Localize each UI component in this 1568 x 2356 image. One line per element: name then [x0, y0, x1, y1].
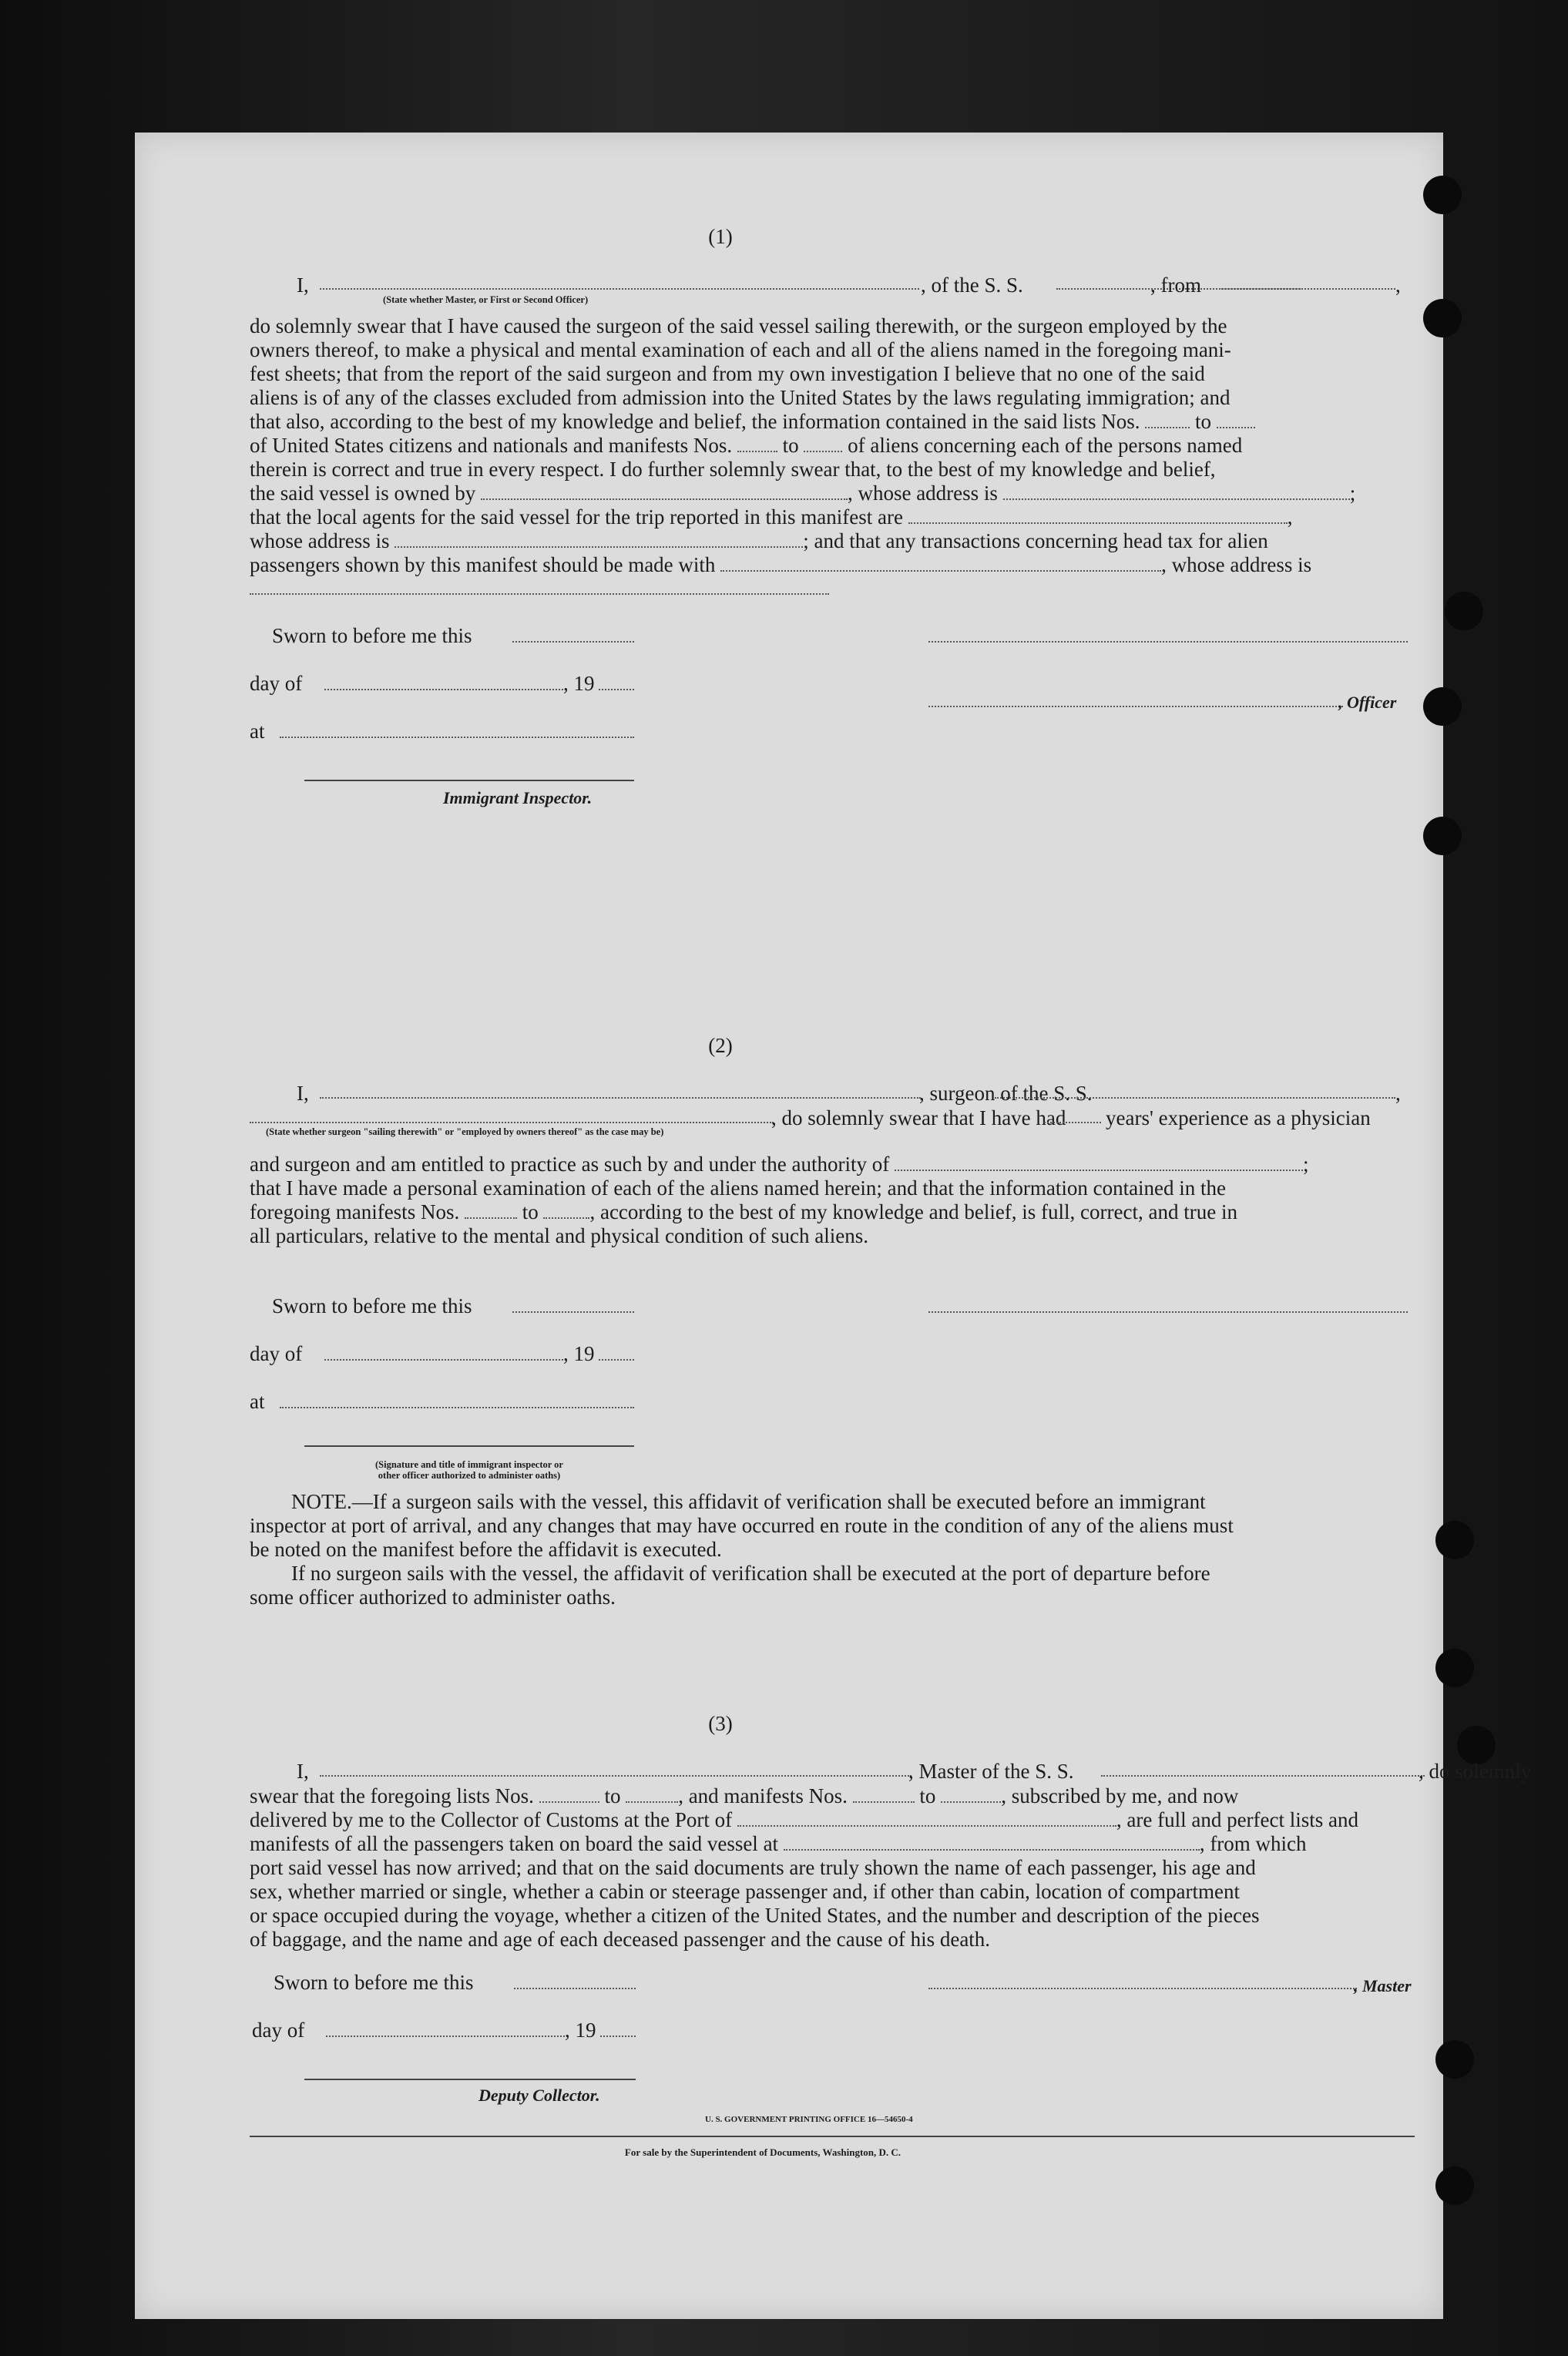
manifest-page: (1) I, (State whether Master, or First or Second Officer) , of the S. S. , from , do solemnly swear that I have caused the surgeon of the said vessel sailing therewith, or the surgeon employed by the owners thereof, to make a physical and mental examination of each and all of the aliens named in the foregoing mani- fest sheets; that from the report of the said surgeon and from my own investigation I believe that no one of the said aliens is of any of the classes excluded from admission into the United States by the laws regulating immigration; and that also, according to the best of my knowledge and belief, the information contained in the said lists Nos. to of United States citizens and nationals and manifests Nos. to of aliens concerning each of the persons named therein is correct and true in every respect. I do further solemnly swear that, to the best of my knowledge and belief, the said vessel is owned by , whose address is ; that the local agents for the said vessel for the trip reported in this manifest are , whose address is ; and that any transactions concerning head tax for alien passengers shown by this manifest should be made with , whose address is Sworn to before me this day of , 19 , Officer at Immigrant Inspector. (2) I, , surgeon of the S. S. , , do solemnly swear that I have had years' experience as a physician (State whether surgeon "sailing therewith" or "employed by owners thereof" as the case may be) and surgeon and am entitled to practice as such by and under the authority of ; that I have made a personal examination of each of the aliens named herein; and that the information contained in the foregoing manifests Nos. to , according to the best of my knowledge and belief, is full, correct, and true in all particulars, relative to the mental and physical condition of such aliens. Sworn to before me this day of , 19 at (Signature and title of immigrant inspector or other officer authorized to administer oaths) NOTE.—If a surgeon sails with the vessel, this affidavit of verification shall be executed before an immigrant inspector at port of arrival, and any changes that may have occurred en route in the condition of any of the aliens must be noted on the manifest before the affidavit is executed. If no surgeon sails with the vessel, the affidavit of verification shall be executed at the port of departure before some officer authorized to administer oaths. (3) I, , Master of the S. S. , do solemnly swear that the foregoing lists Nos. to , and manifests Nos. to , subscribed by me, and now delivered by me to the Collector of Customs at the Port of , are full and perfect lists and manifests of all the passengers taken on board the said vessel at , from which port said vessel has now arrived; and that on the said documents are truly shown the name of each passenger, his age and sex, whether married or single, whether a cabin or steerage passenger and, if other than cabin, location of compartment or space occupied during the voyage, whether a citizen of the United States, and the number and description of the pieces of baggage, and the name and age of each deceased passenger and the cause of his death. Sworn to before me this , Master day of , 19 Deputy Collector. U. S. GOVERNMENT PRINTING OFFICE 16—54650-4 For sale by the Superintendent of Documents, Washington, D. C.: [135, 133, 1443, 2319]
footer-rule: [250, 2136, 1415, 2137]
section-2-number: (2): [708, 1034, 733, 1057]
sworn-label-2: Sworn to before me this: [272, 1294, 472, 1317]
master-lists-from-field[interactable]: [539, 1795, 599, 1803]
deputy-label: Deputy Collector.: [478, 2086, 600, 2105]
sworn-label-1: Sworn to before me this: [272, 624, 472, 647]
manifests-from-field[interactable]: [737, 445, 777, 452]
officer-rank-caption: (State whether Master, or First or Second Officer): [383, 294, 589, 305]
sworn-label-3: Sworn to before me this: [274, 1971, 474, 1994]
punch-hole: [1423, 817, 1462, 855]
inspector-label: Immigrant Inspector.: [443, 788, 593, 807]
sworn-date-field-1[interactable]: [512, 641, 634, 643]
punch-hole: [1435, 2040, 1474, 2079]
swear-had-label: , do solemnly swear that I have had: [771, 1106, 1066, 1129]
master-of-label: , Master of the S. S.: [908, 1760, 1074, 1783]
authorized-officer-signature-line[interactable]: [304, 1445, 634, 1447]
section-1-number: (1): [708, 225, 733, 248]
section-3-number: (3): [708, 1712, 733, 1735]
boarding-port-field[interactable]: [784, 1843, 1200, 1851]
text-line: of baggage, and the name and age of each deceased passenger and the cause of his death.: [250, 1928, 991, 1951]
deputy-signature-line[interactable]: [304, 2079, 636, 2080]
officer-name-line[interactable]: [928, 706, 1343, 707]
surgeon-name-field[interactable]: [320, 1097, 921, 1099]
at-label-1: at: [250, 720, 265, 743]
day-of-field-2[interactable]: [324, 1359, 563, 1361]
text-line: fest sheets; that from the report of the said surgeon and from my own investigation I believe that no one of the said: [250, 362, 1205, 385]
note-line: be noted on the manifest before the affidavit is executed.: [250, 1538, 722, 1561]
sworn-date-field-2[interactable]: [512, 1311, 634, 1313]
year-label-3: , 19: [565, 2019, 596, 2042]
text-line: and surgeon and am entitled to practice as such by and under the authority of: [250, 1153, 890, 1176]
punch-hole: [1435, 1521, 1474, 1559]
year-label-1: , 19: [563, 672, 595, 695]
year-field-2[interactable]: [599, 1359, 634, 1361]
text-line: that also, according to the best of my knowledge and belief, the information contained in the said lists Nos. to: [250, 410, 1405, 434]
day-of-label-1: day of: [250, 672, 303, 695]
surgeon-type-caption: (State whether surgeon "sailing therewith" or "employed by owners thereof" as the case may be): [266, 1126, 664, 1137]
inspector-signature-line[interactable]: [304, 780, 634, 781]
head-tax-address-field[interactable]: [250, 593, 829, 595]
text-line: sex, whether married or single, whether a cabin or steerage passenger and, if other than cabin, location of compartment: [250, 1880, 1241, 1903]
text-line: of United States citizens and nationals and manifests Nos. to of aliens concerning each of the persons named: [250, 434, 1243, 457]
note-line: If no surgeon sails with the vessel, the affidavit of verification shall be executed at the port of departure before: [291, 1562, 1210, 1585]
day-of-field-1[interactable]: [324, 689, 563, 690]
year-field-1[interactable]: [599, 689, 634, 690]
punch-hole: [1435, 2166, 1474, 2205]
surgeon-type-field[interactable]: [250, 1122, 774, 1123]
text-line: aliens is of any of the classes excluded from admission into the United States by the laws regulating immigration; and: [250, 386, 1231, 409]
day-of-field-3[interactable]: [326, 2035, 565, 2037]
text-line: do solemnly swear that I have caused the surgeon of the said vessel sailing therewith, or the surgeon employed by the: [250, 314, 1227, 337]
day-of-label-2: day of: [250, 1342, 303, 1365]
authority-field[interactable]: [895, 1163, 1303, 1171]
sig-caption-1: (Signature and title of immigrant inspector or: [375, 1459, 563, 1470]
section-2-body: and surgeon and am entitled to practice as such by and under the authority of ; that I have made a personal examination of each of the aliens named herein; and that the information contained in the foregoing manifests Nos. to , according to the best of my knowledge and belief, is full, correct, and true in all particulars, relative to the mental and physical condition of such aliens.: [250, 1153, 1405, 1248]
punch-hole: [1423, 176, 1462, 214]
text-line: whose address is ; and that any transactions concerning head tax for alien: [250, 529, 1268, 552]
master-vessel-field[interactable]: [1101, 1775, 1425, 1777]
note-line: inspector at port of arrival, and any changes that may have occurred en route in the condition of any of the aliens must: [250, 1514, 1234, 1537]
text-line: the said vessel is owned by , whose address is ;: [250, 482, 1356, 505]
master-manifests-from-field[interactable]: [853, 1795, 915, 1803]
do-solemnly-label: , do solemnly: [1419, 1760, 1532, 1783]
text-line: all particulars, relative to the mental and physical condition of such aliens.: [250, 1224, 868, 1247]
years-experience-field[interactable]: [1044, 1122, 1101, 1123]
from-label: , from: [1150, 274, 1201, 297]
from-port-field[interactable]: [1221, 288, 1395, 290]
surgeon-of-label: , surgeon of the S. S.: [919, 1082, 1093, 1105]
section-1-body: [250, 314, 1405, 577]
lists-from-field[interactable]: [1145, 421, 1190, 428]
section-3-i: I,: [297, 1760, 309, 1783]
at-field-2[interactable]: [280, 1407, 634, 1408]
master-name-field[interactable]: [320, 1775, 912, 1777]
punch-hole: [1435, 1649, 1474, 1687]
local-agents-field[interactable]: [908, 516, 1288, 524]
lists-to-field[interactable]: [1217, 421, 1255, 428]
years-experience-label: years' experience as a physician: [1106, 1106, 1371, 1129]
punch-hole: [1445, 592, 1483, 630]
note-line: NOTE.—If a surgeon sails with the vessel, this affidavit of verification shall be executed before an immigrant: [291, 1490, 1206, 1513]
officer-label: , Officer: [1338, 693, 1397, 712]
punch-hole: [1423, 687, 1462, 726]
year-label-2: , 19: [563, 1342, 595, 1365]
sworn-date-field-3[interactable]: [514, 1988, 636, 1989]
manifests-to-field[interactable]: [804, 445, 842, 452]
text-line: that the local agents for the said vessel for the trip reported in this manifest are ,: [250, 505, 1293, 529]
printing-office: U. S. GOVERNMENT PRINTING OFFICE 16—54650-4: [705, 2115, 913, 2124]
for-sale-note: For sale by the Superintendent of Documents, Washington, D. C.: [624, 2146, 902, 2158]
head-tax-party-field[interactable]: [720, 564, 1161, 572]
agents-address-field[interactable]: [395, 540, 803, 548]
text-line: that I have made a personal examination of each of the aliens named herein; and that the information contained in the: [250, 1176, 1227, 1200]
note-line: some officer authorized to administer oaths.: [250, 1586, 616, 1609]
surgeon-manifests-from-field[interactable]: [465, 1211, 517, 1219]
owner-address-field[interactable]: [1003, 492, 1350, 500]
section-3-body: swear that the foregoing lists Nos. to , and manifests Nos. to , subscribed by me, and now delivered by me to the Collector of Customs at the Port of , are full and perfect lists and manifests of all the passengers taken on board the said vessel at , from which port said vessel has now arrived; and that on the said documents are truly shown the name of each passenger, his age and sex, whether married or single, whether a cabin or steerage passenger and, if other than cabin, location of compartment or space occupied during the voyage, whether a citizen of the United States, and the number and description of the pieces of baggage, and the name and age of each deceased passenger and the cause of his death.: [250, 1784, 1421, 1952]
section-1-i: I,: [297, 274, 309, 297]
port-field[interactable]: [737, 1819, 1116, 1827]
punch-hole: [1457, 1726, 1496, 1764]
sig-caption-2: other officer authorized to administer oaths): [378, 1470, 561, 1481]
owner-field[interactable]: [481, 492, 848, 500]
surgeon-vessel-field[interactable]: [995, 1097, 1395, 1099]
text-line: therein is correct and true in every respect. I do further solemnly swear that, to the best of my knowledge and belief,: [250, 458, 1216, 481]
officer-signature-line[interactable]: [928, 641, 1408, 643]
master-label: , Master: [1354, 1976, 1412, 1995]
at-label-2: at: [250, 1390, 265, 1413]
surgeon-manifests-to-field[interactable]: [543, 1211, 589, 1219]
day-of-label-3: day of: [252, 2019, 305, 2042]
text-line: passengers shown by this manifest should be made with , whose address is: [250, 553, 1312, 576]
at-field-1[interactable]: [280, 737, 634, 738]
section-2-i: I,: [297, 1082, 309, 1105]
officer-rank-field[interactable]: [320, 288, 919, 290]
note-block: [250, 1490, 1405, 1609]
surgeon-signature-line[interactable]: [928, 1311, 1408, 1313]
text-line: port said vessel has now arrived; and that on the said documents are truly shown the name of each passenger, his age and: [250, 1856, 1256, 1879]
punch-hole: [1423, 299, 1462, 337]
text-line: or space occupied during the voyage, whether a citizen of the United States, and the number and description of the pieces: [250, 1904, 1260, 1927]
of-ss-label: , of the S. S.: [921, 274, 1023, 297]
text-line: owners thereof, to make a physical and mental examination of each and all of the aliens named in the foregoing mani-: [250, 338, 1231, 361]
master-manifests-to-field[interactable]: [941, 1795, 1001, 1803]
master-signature-line[interactable]: [928, 1988, 1357, 1989]
master-lists-to-field[interactable]: [626, 1795, 678, 1803]
year-field-3[interactable]: [600, 2035, 636, 2037]
